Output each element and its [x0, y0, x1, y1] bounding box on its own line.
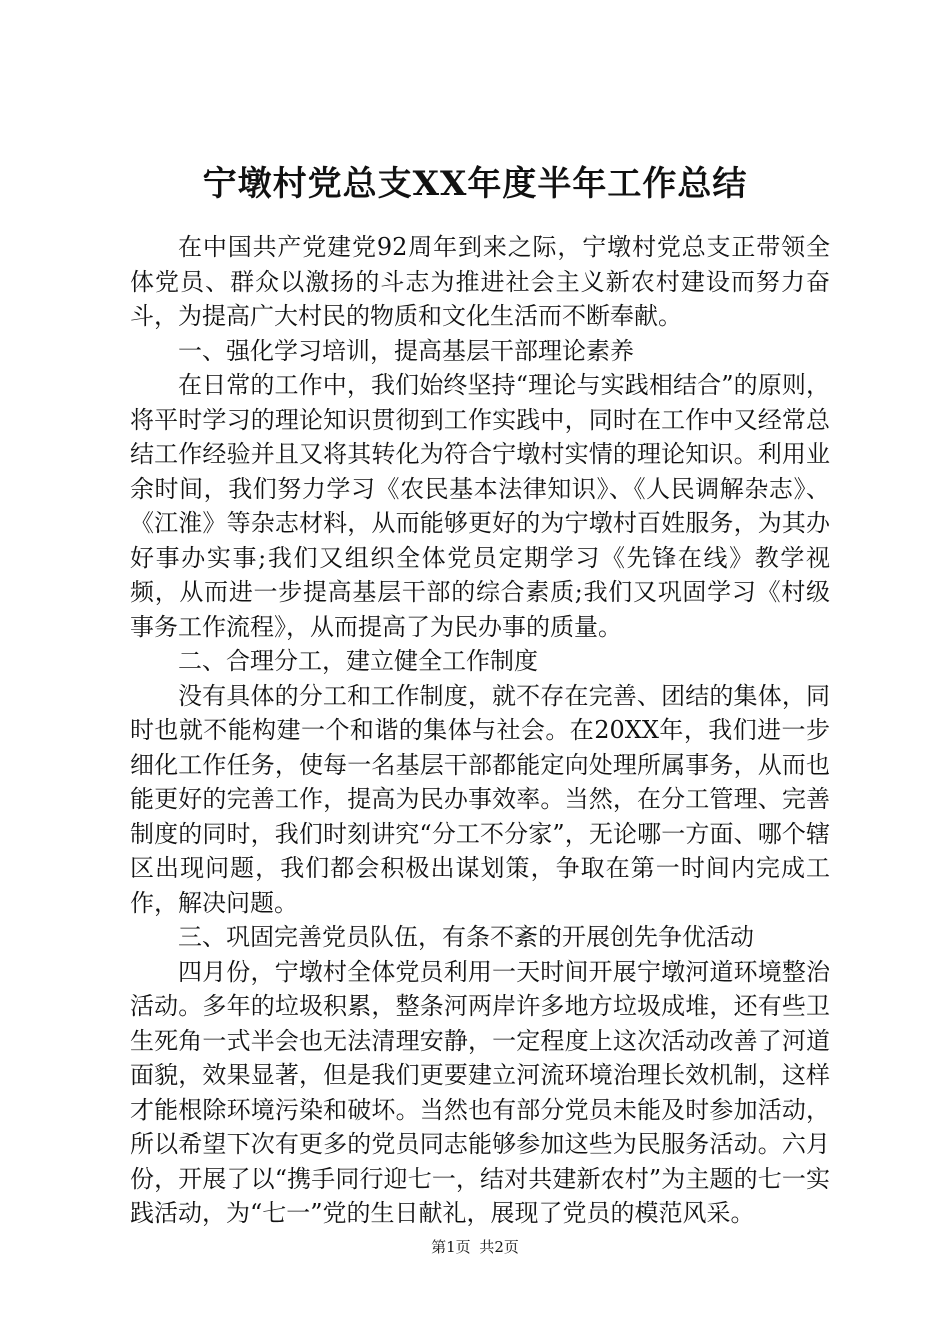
page-number: 第1页 共2页	[431, 1238, 519, 1256]
section-heading-3: 三、巩固完善党员队伍，有条不紊的开展创先争优活动	[178, 923, 754, 951]
document-title: 宁墩村党总支XX年度半年工作总结	[202, 164, 748, 204]
section-heading-1: 一、强化学习培训，提高基层干部理论素养	[178, 336, 634, 365]
section-heading-2: 二、合理分工，建立健全工作制度	[178, 647, 538, 675]
document-body	[130, 230, 830, 1231]
paragraph-activities: 四月份，宁墩村全体党员利用一天时间开展宁墩河道环境整治活动。多年的垃圾积累，整条河两岸许多地方垃圾成堆，还有些卫生死角一式半会也无法清理安静，一定程度上这次活动改善了河道面貌，效果显著，但是我们更要建立河流环境治理长效机制，这样才能根除环境污染和破坏。当然也有部分党员未能及时参加活动，所以希望下次有更多的党员同志能够参加这些为民服务活动。六月份，开展了以“携手同行迎七一，结对共建新农村”为主题的七一实践活动，为“七一”党的生日献礼，展现了党员的模范风采。	[130, 957, 830, 1227]
paragraph-intro: 在中国共产党建党92周年到来之际，宁墩村党总支正带领全体党员、群众以激扬的斗志为推进社会主义新农村建设而努力奋斗，为提高广大村民的物质和文化生活而不断奉献。	[130, 233, 830, 330]
paragraph-division: 没有具体的分工和工作制度，就不存在完善、团结的集体，同时也就不能构建一个和谐的集体与社会。在20XX年，我们进一步细化工作任务，使每一名基层干部都能定向处理所属事务，从而也能更好的完善工作，提高为民办事效率。当然，在分工管理、完善制度的同时，我们时刻讲究“分工不分家”，无论哪一方面、哪个辖区出现问题，我们都会积极出谋划策，争取在第一时间内完成工作，解决问题。	[130, 681, 830, 917]
paragraph-study: 在日常的工作中，我们始终坚持“理论与实践相结合”的原则，将平时学习的理论知识贯彻到工作实践中，同时在工作中又经常总结工作经验并且又将其转化为符合宁墩村实情的理论知识。利用业余时间，我们努力学习《农民基本法律知识》、《人民调解杂志》、《江淮》等杂志材料，从而能够更好的为宁墩村百姓服务，为其办好事办实事;我们又组织全体党员定期学习《先锋在线》教学视频，从而进一步提高基层干部的综合素质;我们又巩固学习《村级事务工作流程》，从而提高了为民办事的质量。	[130, 371, 830, 641]
